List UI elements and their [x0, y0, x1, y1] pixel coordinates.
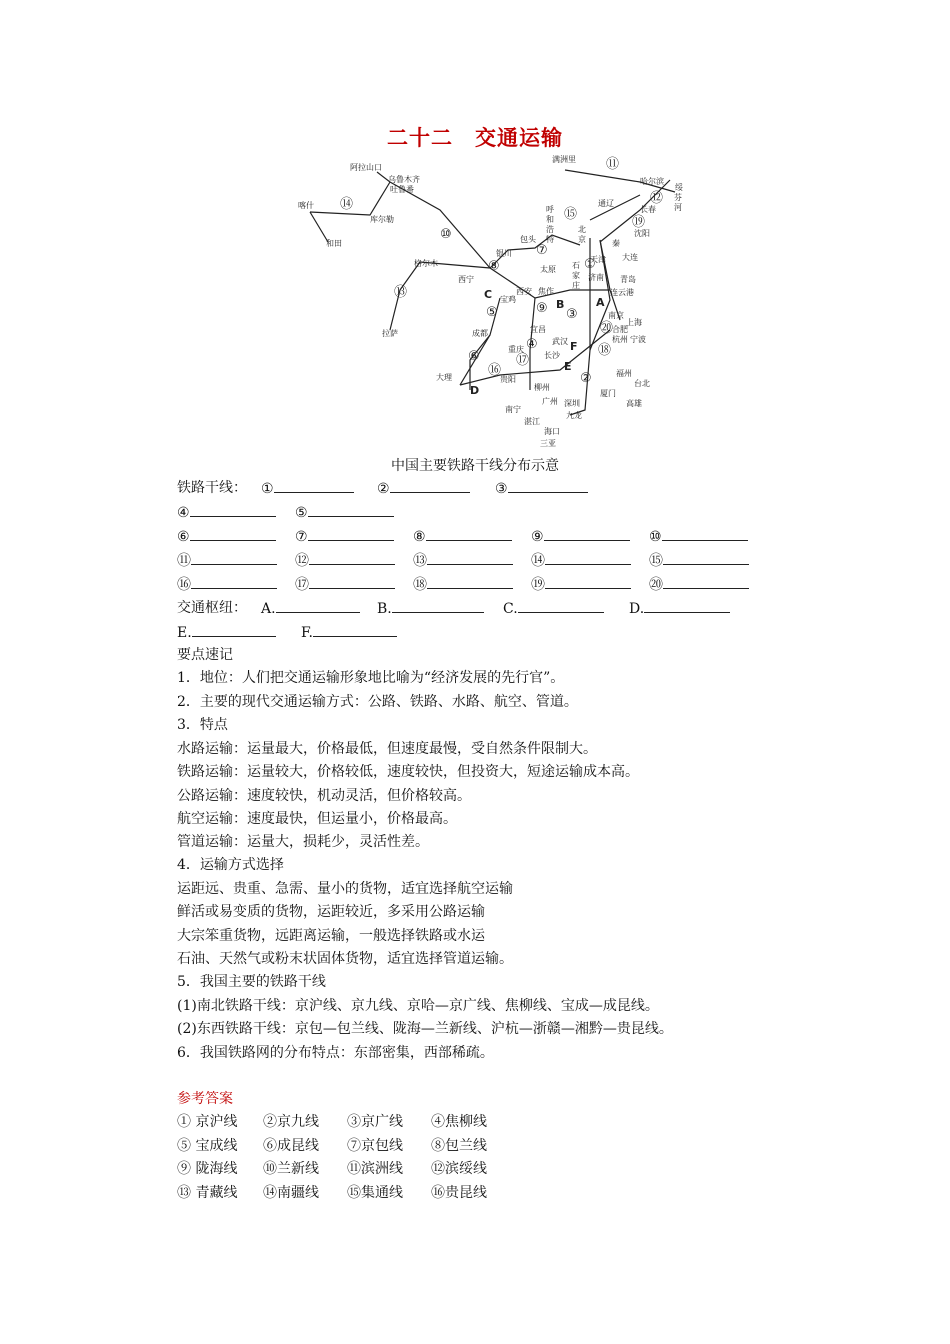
svg-text:库尔勒: 库尔勒: [370, 215, 394, 224]
svg-text:湛江: 湛江: [524, 417, 540, 426]
hub-row-1: [177, 598, 645, 618]
answer-item: ③京广线: [347, 1114, 403, 1130]
blank-18: ⑱: [413, 574, 513, 595]
svg-text:长沙: 长沙: [544, 351, 560, 360]
svg-text:呼: 呼: [546, 205, 554, 214]
blank-13: ⑬: [413, 550, 513, 571]
blank-2: ②: [377, 478, 470, 499]
answer-item: ⑮集通线: [347, 1185, 403, 1201]
svg-text:上海: 上海: [626, 318, 642, 327]
blank-16: ⑯: [177, 574, 277, 595]
svg-text:⑳: ⑳: [600, 321, 614, 336]
svg-text:⑰: ⑰: [516, 353, 530, 368]
svg-text:厦门: 厦门: [600, 389, 616, 398]
blank-3: ③: [495, 478, 588, 499]
svg-text:喀什: 喀什: [298, 201, 314, 210]
svg-text:⑫: ⑫: [650, 191, 664, 206]
svg-text:拉萨: 拉萨: [382, 329, 398, 338]
svg-text:宁波: 宁波: [630, 335, 646, 344]
svg-text:家: 家: [572, 271, 580, 280]
blank-1: ①: [261, 478, 354, 499]
svg-text:河: 河: [674, 203, 682, 212]
svg-text:柳州: 柳州: [534, 383, 550, 392]
note-line: 运距远、贵重、急需、量小的货物，适宜选择航空运输: [177, 881, 513, 897]
note-line: 管道运输：运量大，损耗少，灵活性差。: [177, 834, 429, 850]
svg-text:广州: 广州: [542, 397, 558, 406]
answer-item: ⑧包兰线: [431, 1138, 487, 1154]
blank-8: ⑧: [413, 526, 512, 547]
notes-heading: 要点速记: [177, 647, 233, 663]
blank-10: ⑩: [649, 526, 748, 547]
blank-6: ⑥: [177, 526, 276, 547]
svg-text:海口: 海口: [544, 427, 560, 436]
svg-text:⑱: ⑱: [598, 343, 612, 358]
svg-text:贵阳: 贵阳: [500, 375, 516, 384]
answer-item: ⑥成昆线: [263, 1138, 319, 1154]
svg-text:包头: 包头: [520, 235, 536, 244]
answers-heading: 参考答案: [177, 1091, 233, 1107]
svg-text:⑤: ⑤: [486, 305, 498, 320]
answer-item: ① 京沪线: [177, 1114, 238, 1130]
answer-item: ⑪滨洲线: [347, 1161, 403, 1177]
svg-text:浩: 浩: [546, 225, 554, 234]
svg-text:⑯: ⑯: [488, 363, 502, 378]
svg-text:大理: 大理: [436, 373, 452, 382]
note-line: 6．我国铁路网的分布特点：东部密集，西部稀疏。: [177, 1045, 494, 1061]
svg-text:C: C: [484, 288, 493, 301]
note-line: 3．特点: [177, 717, 228, 733]
rail-label: 铁路干线：: [177, 480, 247, 496]
svg-text:⑩: ⑩: [440, 227, 452, 242]
svg-text:西宁: 西宁: [458, 275, 474, 284]
svg-text:⑪: ⑪: [606, 157, 620, 172]
railway-map: [290, 150, 690, 452]
svg-text:石: 石: [572, 261, 580, 270]
svg-text:B: B: [556, 298, 565, 311]
answer-item: ⑫滨绥线: [431, 1161, 487, 1177]
blank-17: ⑰: [295, 574, 395, 595]
hub-blank-a: A.: [261, 598, 360, 619]
svg-text:南京: 南京: [608, 311, 624, 320]
svg-text:⑦: ⑦: [536, 243, 548, 258]
svg-text:宝鸡: 宝鸡: [500, 295, 516, 304]
svg-text:绥: 绥: [675, 183, 683, 192]
hub-blank-c: C.: [503, 598, 604, 619]
svg-text:银川: 银川: [496, 249, 512, 258]
svg-text:宜昌: 宜昌: [530, 325, 546, 334]
blank-14: ⑭: [531, 550, 631, 571]
answer-item: ④焦柳线: [431, 1114, 487, 1130]
svg-text:连云港: 连云港: [610, 288, 634, 297]
note-line: 石油、天然气或粉末状固体货物，适宜选择管道运输。: [177, 951, 513, 967]
blank-9: ⑨: [531, 526, 630, 547]
svg-text:武汉: 武汉: [552, 337, 568, 346]
svg-text:⑥: ⑥: [468, 349, 480, 364]
svg-text:D: D: [470, 384, 480, 397]
svg-text:秦: 秦: [612, 239, 620, 248]
svg-text:芬: 芬: [674, 193, 682, 202]
note-line: 2．主要的现代交通运输方式：公路、铁路、水路、航空、管道。: [177, 694, 578, 710]
svg-text:西安: 西安: [516, 287, 532, 296]
rail-row-1: [177, 478, 508, 498]
svg-text:京: 京: [578, 235, 586, 244]
svg-text:和: 和: [546, 215, 554, 224]
answer-item: ⑯贵昆线: [431, 1185, 487, 1201]
svg-text:焦作: 焦作: [538, 287, 554, 296]
svg-text:特: 特: [546, 235, 554, 244]
svg-text:重庆: 重庆: [508, 345, 524, 354]
svg-text:F: F: [570, 340, 578, 353]
note-line: 4．运输方式选择: [177, 857, 284, 873]
note-line: 航空运输：速度最快，但运量小，价格最高。: [177, 811, 457, 827]
answer-item: ⑭南疆线: [263, 1185, 319, 1201]
svg-text:福州: 福州: [616, 369, 632, 378]
svg-text:格尔木: 格尔木: [414, 259, 438, 268]
svg-text:庄: 庄: [572, 281, 580, 290]
svg-text:⑧: ⑧: [488, 259, 500, 274]
answer-item: ⑦京包线: [347, 1138, 403, 1154]
longhai-line: [420, 262, 610, 298]
svg-text:阿拉山口: 阿拉山口: [350, 163, 382, 172]
svg-text:乌鲁木齐: 乌鲁木齐: [388, 175, 420, 184]
svg-text:长春: 长春: [640, 205, 656, 214]
svg-text:济南: 济南: [588, 273, 604, 282]
answer-item: ②京九线: [263, 1114, 319, 1130]
hub-blank-f: F.: [301, 622, 397, 643]
svg-text:沈阳: 沈阳: [634, 229, 650, 238]
answer-item: ⑨ 陇海线: [177, 1161, 238, 1177]
svg-text:②: ②: [580, 371, 592, 386]
hetian-branch: [310, 212, 328, 242]
answer-item: ⑩兰新线: [263, 1161, 319, 1177]
hub-blank-b: B.: [377, 598, 484, 619]
hub-blank-d: D.: [629, 598, 730, 619]
svg-text:成都: 成都: [472, 329, 488, 338]
blank-20: ⑳: [649, 574, 749, 595]
svg-text:九龙: 九龙: [566, 411, 582, 420]
svg-text:满洲里: 满洲里: [552, 155, 576, 164]
page-title: 二十二 交通运输: [387, 125, 563, 150]
note-line: 铁路运输：运量较大，价格较低，速度较快，但投资大，短途运输成本高。: [177, 764, 639, 780]
svg-text:台北: 台北: [634, 379, 650, 388]
note-line: 大宗笨重货物，远距离运输，一般选择铁路或水运: [177, 928, 485, 944]
hub-blank-e: E.: [177, 622, 276, 643]
map-caption: 中国主要铁路干线分布示意: [391, 458, 559, 474]
answer-item: ⑤ 宝成线: [177, 1138, 238, 1154]
note-line: 水路运输：运量最大，价格最低，但速度最慢，受自然条件限制大。: [177, 741, 597, 757]
svg-text:吐鲁番: 吐鲁番: [390, 185, 414, 194]
svg-text:合肥: 合肥: [612, 325, 628, 334]
svg-text:太原: 太原: [540, 265, 556, 274]
svg-text:北: 北: [578, 225, 586, 234]
blank-11: ⑪: [177, 550, 277, 571]
svg-text:天津: 天津: [590, 255, 606, 264]
svg-text:杭州: 杭州: [612, 335, 628, 344]
svg-text:⑲: ⑲: [632, 215, 646, 230]
hub-label: 交通枢纽：: [177, 600, 247, 616]
svg-text:哈尔滨: 哈尔滨: [640, 177, 664, 186]
svg-text:大连: 大连: [622, 253, 638, 262]
svg-text:⑭: ⑭: [340, 197, 354, 212]
blank-12: ⑫: [295, 550, 395, 571]
note-line: 1．地位：人们把交通运输形象地比喻为“经济发展的先行官”。: [177, 670, 565, 686]
svg-text:通辽: 通辽: [598, 199, 614, 208]
svg-text:高雄: 高雄: [626, 399, 642, 408]
svg-text:①: ①: [584, 257, 596, 272]
blank-15: ⑮: [649, 550, 749, 571]
note-line: 5．我国主要的铁路干线: [177, 974, 326, 990]
svg-text:③: ③: [566, 307, 578, 322]
svg-text:⑨: ⑨: [536, 301, 548, 316]
svg-text:三亚: 三亚: [540, 439, 556, 448]
svg-text:⑬: ⑬: [394, 285, 408, 300]
answer-item: ⑬ 青藏线: [177, 1185, 238, 1201]
svg-text:南宁: 南宁: [505, 405, 521, 414]
note-line: 鲜活或易变质的货物，运距较近，多采用公路运输: [177, 904, 485, 920]
svg-text:和田: 和田: [326, 239, 342, 248]
svg-text:⑮: ⑮: [564, 207, 578, 222]
blank-19: ⑲: [531, 574, 631, 595]
blank-7: ⑦: [295, 526, 394, 547]
blank-4: ④: [177, 502, 276, 523]
svg-text:E: E: [564, 360, 572, 373]
note-line: (1)南北铁路干线：京沪线、京九线、京哈—京广线、焦柳线、宝成—成昆线。: [177, 998, 659, 1014]
svg-text:青岛: 青岛: [620, 275, 636, 284]
note-line: 公路运输：速度较快，机动灵活，但价格较高。: [177, 788, 471, 804]
svg-text:A: A: [596, 296, 605, 309]
svg-text:④: ④: [526, 337, 538, 352]
svg-text:深圳: 深圳: [564, 399, 580, 408]
blank-5: ⑤: [295, 502, 394, 523]
note-line: (2)东西铁路干线：京包—包兰线、陇海—兰新线、沪杭—浙赣—湘黔—贵昆线。: [177, 1021, 673, 1037]
